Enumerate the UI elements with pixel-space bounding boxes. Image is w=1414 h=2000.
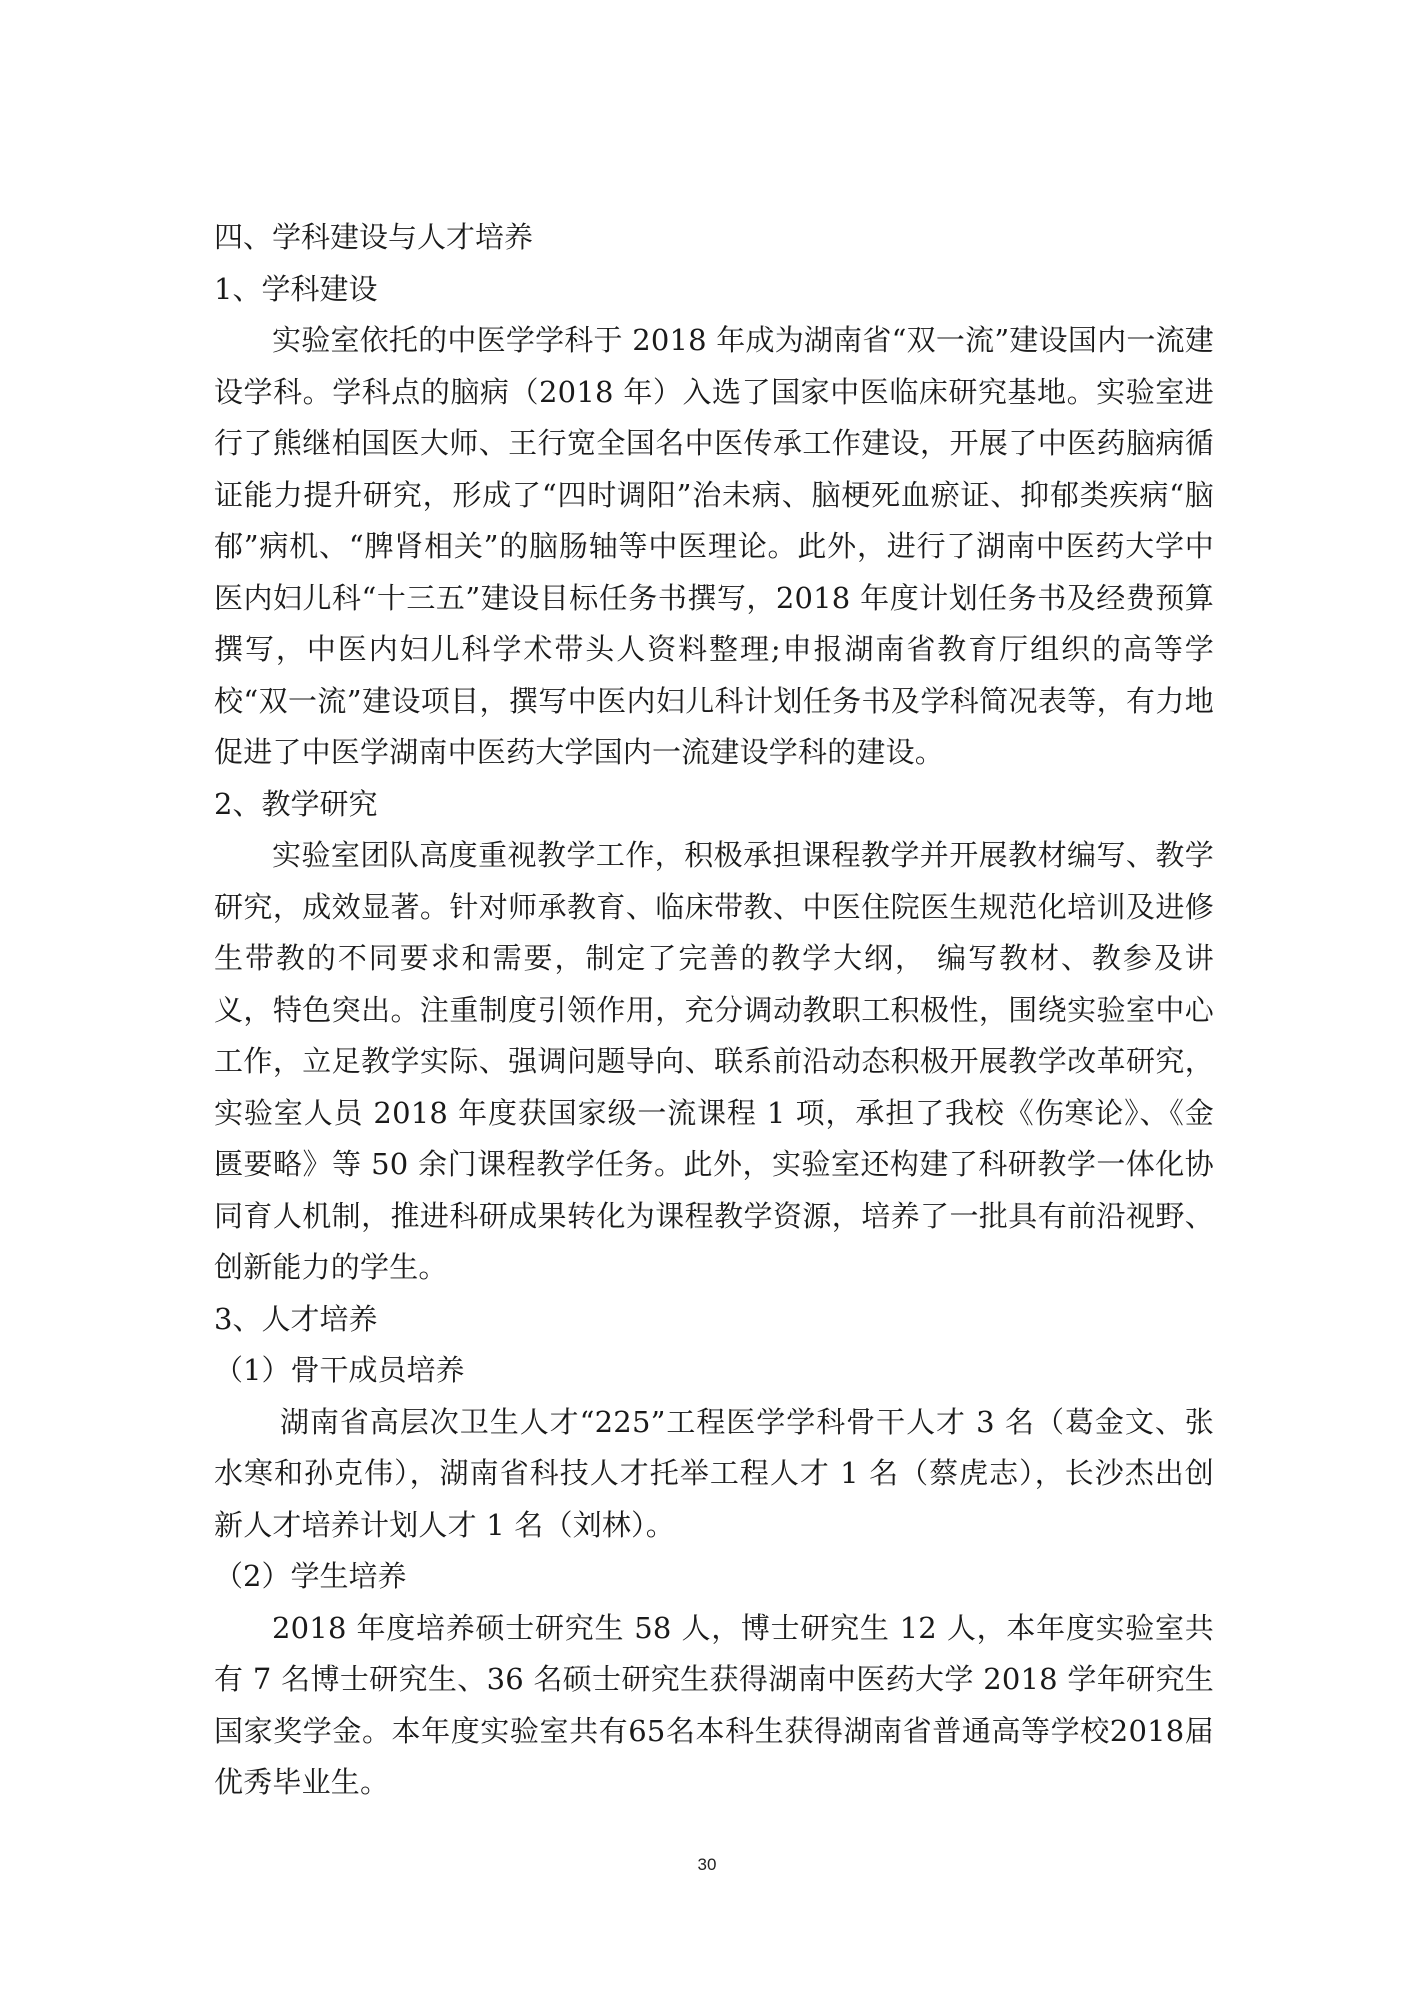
paragraph-student-training: 2018 年度培养硕士研究生 58 人，博士研究生 12 人，本年度实验室共有 7 名博士研究生、36 名硕士研究生获得湖南中医药大学 2018 学年研究生国家奖学金。本年度实验室共有65名本科生获得湖南省普通高等学校2018届优秀毕业生。	[214, 1610, 1214, 1799]
subsection-title-talent: 3、人才培养	[214, 1301, 378, 1336]
page-number: 30	[697, 1855, 717, 1874]
subsection-title-teaching: 2、教学研究	[214, 786, 378, 821]
paragraph-core-members: 湖南省高层次卫生人才“225”工程医学学科骨干人才 3 名（葛金文、张水寒和孙克伟），湖南省科技人才托举工程人才 1 名（蔡虎志），长沙杰出创新人才培养计划人才 1 名（刘林）。	[214, 1404, 1214, 1542]
subsection-title-discipline: 1、学科建设	[214, 271, 378, 306]
paragraph-teaching-research: 实验室团队高度重视教学工作，积极承担课程教学并开展教材编写、教学研究，成效显著。针对师承教育、临床带教、中医住院医生规范化培训及进修生带教的不同要求和需要，制定了完善的教学大纲， 编写教材、教参及讲义，特色突出。注重制度引领作用，充分调动教职工积极性，围绕实验室中心工作，立足教学实际、强调问题导向、联系前沿动态积极开展教学改革研究，实验室人员 2018 年度获国家级一流课程 1 项，承担了我校《伤寒论》、《金匮要略》等 50 余门课程教学任务。此外，实验室还构建了科研教学一体化协同育人机制，推进科研成果转化为课程教学资源，培养了一批具有前沿视野、创新能力的学生。	[214, 838, 1214, 1284]
item-title-students: （2）学生培养	[214, 1559, 407, 1593]
paragraph-discipline-construction: 实验室依托的中医学学科于 2018 年成为湖南省“双一流”建设国内一流建设学科。学科点的脑病（2018 年）入选了国家中医临床研究基地。实验室进行了熊继柏国医大师、王行宽全国名中医传承工作建设，开展了中医药脑病循证能力提升研究，形成了“四时调阳”治未病、脑梗死血瘀证、抑郁类疾病“脑郁”病机、“脾肾相关”的脑肠轴等中医理论。此外，进行了湖南中医药大学中医内妇儿科“十三五”建设目标任务书撰写，2018 年度计划任务书及经费预算撰写，中医内妇儿科学术带头人资料整理;申报湖南省教育厅组织的高等学校“双一流”建设项目，撰写中医内妇儿科计划任务书及学科简况表等，有力地促进了中医学湖南中医药大学国内一流建设学科的建设。	[214, 323, 1214, 769]
section-title: 四、学科建设与人才培养	[214, 220, 534, 254]
item-title-core-members: （1）骨干成员培养	[214, 1353, 465, 1387]
page-content	[214, 212, 1214, 1809]
